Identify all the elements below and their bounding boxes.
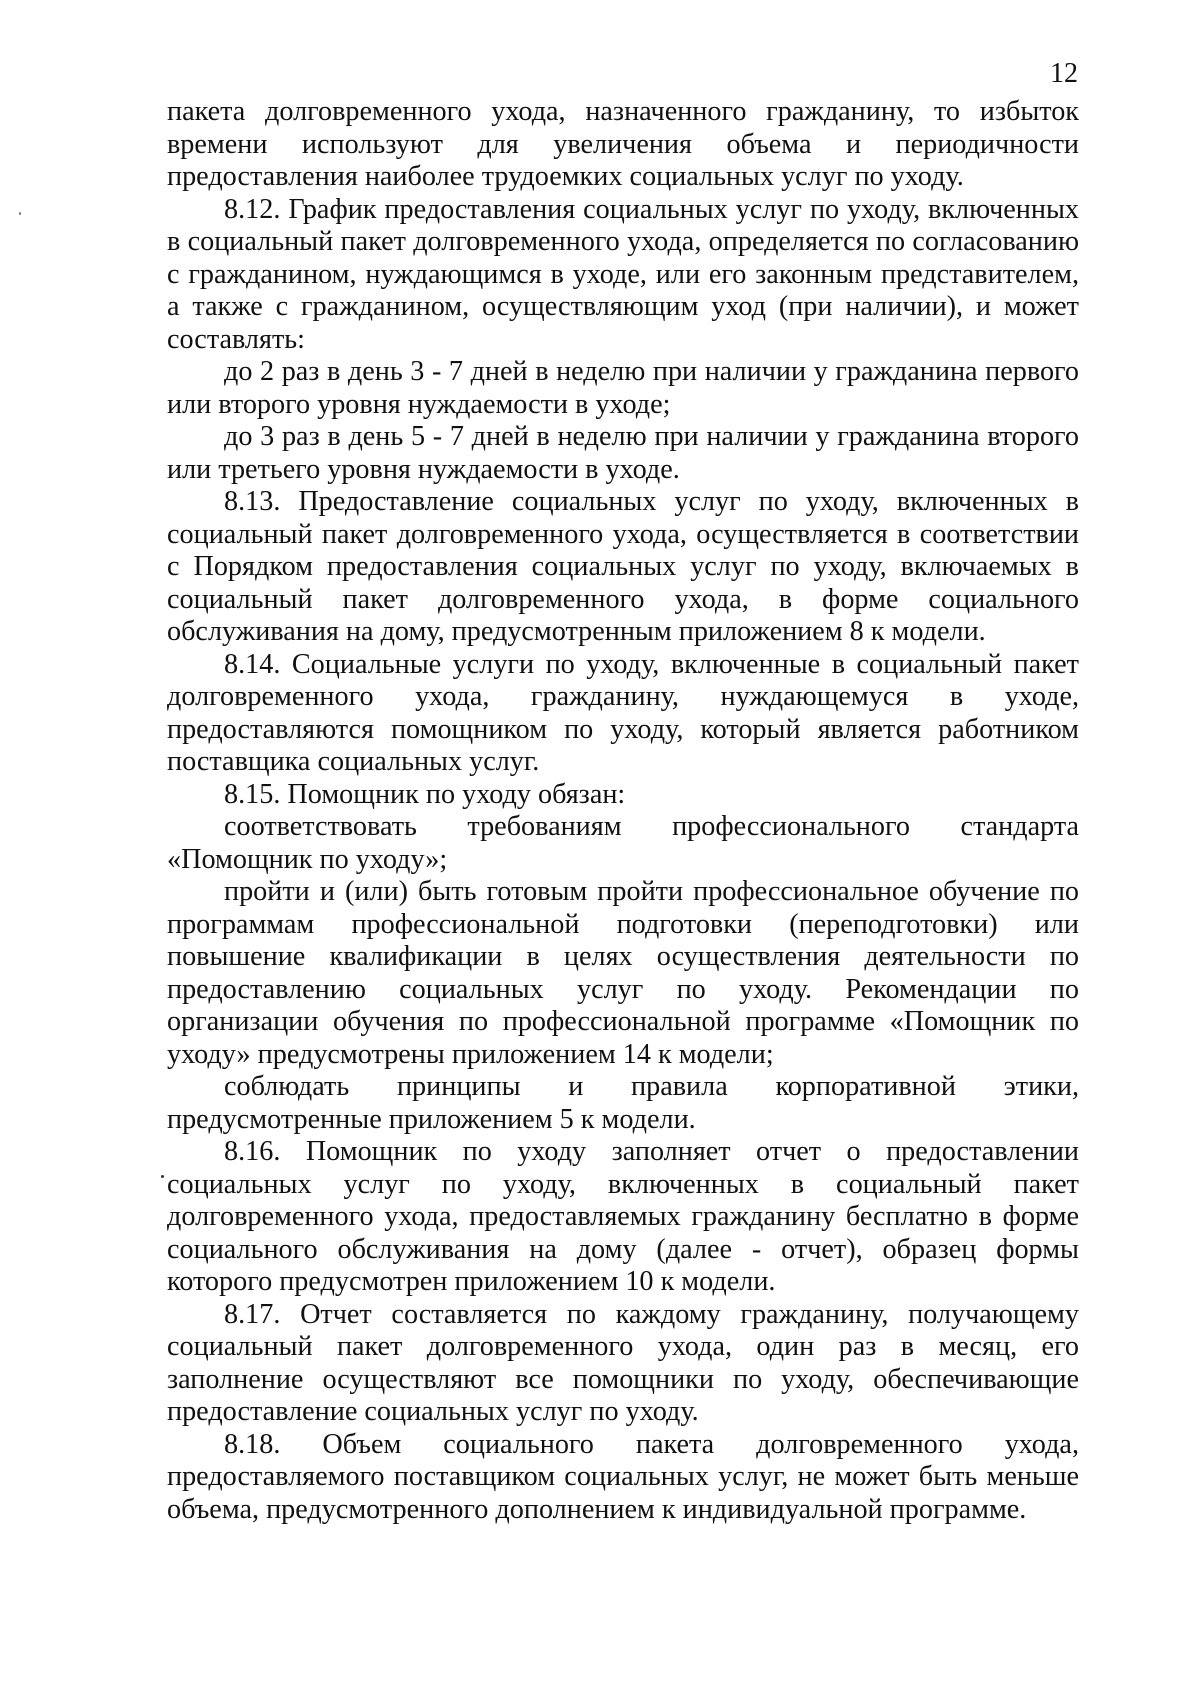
paragraph-8-16: 8.16. Помощник по уходу заполняет отчет о предоставлении социальных услуг по уходу, включенных в социальный пакет долговременного ухода, предоставляемых гражданину бесплатно в форме социального обслуживания на дому (далее - отчет), образец формы которого предусмотрен приложением 10 к модели. [167,1136,1079,1297]
paragraph-schedule-level-2-3: до 3 раз в день 5 - 7 дней в неделю при наличии у гражданина второго или третьего уровня нуждаемости в уходе. [167,421,1079,485]
paragraph-8-18: 8.18. Объем социального пакета долговременного ухода, предоставляемого поставщиком социальных услуг, не может быть меньше объема, предусмотренного дополнением к индивидуальной программе. [167,1428,1079,1525]
paragraph-8-12: 8.12. График предоставления социальных услуг по уходу, включенных в социальный пакет долговременного ухода, определяется по согласованию с гражданином, нуждающимся в уходе, или его законным представителем, а также с гражданином, осуществляющим уход (при наличии), и может составлять: [167,193,1079,355]
paragraph-8-15: 8.15. Помощник по уходу обязан: [224,778,626,810]
scan-speck [161,1175,164,1178]
paragraph-8-13: 8.13. Предоставление социальных услуг по уходу, включенных в социальный пакет долговременного ухода, осуществляется в соответствии с Порядком предоставления социальных услуг по уходу, включаемых в социальный пакет долговременного ухода, в форме социального обслуживания на дому, предусмотренным приложением 8 к модели. [167,486,1079,647]
paragraph-schedule-level-1-2: до 2 раз в день 3 - 7 дней в неделю при наличии у гражданина первого или второго уровня нуждаемости в уходе; [167,356,1079,420]
document-body [167,96,1079,1526]
paragraph-continuation: пакета долговременного ухода, назначенного гражданину, то избыток времени используют для увеличения объема и периодичности предоставления наиболее трудоемких социальных услуг по уходу. [167,96,1079,192]
paragraph-duty-ethics: соблюдать принципы и правила корпоративной этики, предусмотренные приложением 5 к модели. [167,1071,1079,1135]
page-number: 12 [1050,58,1078,89]
paragraph-duty-training: пройти и (или) быть готовым пройти профессиональное обучение по программам профессиональной подготовки (переподготовки) или повышение квалификации в целях осуществления деятельности по предоставлению социальных услуг по уходу. Рекомендации по организации обучения по профессиональной программе «Помощник по уходу» предусмотрены приложением 14 к модели; [167,876,1079,1070]
paragraph-duty-standard: соответствовать требованиям профессионального стандарта «Помощник по уходу»; [167,811,1079,875]
paragraph-8-17: 8.17. Отчет составляется по каждому гражданину, получающему социальный пакет долговременного ухода, один раз в месяц, его заполнение осуществляют все помощники по уходу, обеспечивающие предоставление социальных услуг по уходу. [167,1298,1079,1427]
scan-speck [19,212,21,215]
paragraph-8-14: 8.14. Социальные услуги по уходу, включенные в социальный пакет долговременного ухода, гражданину, нуждающемуся в уходе, предоставляются помощником по уходу, который является работником поставщика социальных услуг. [167,648,1079,777]
